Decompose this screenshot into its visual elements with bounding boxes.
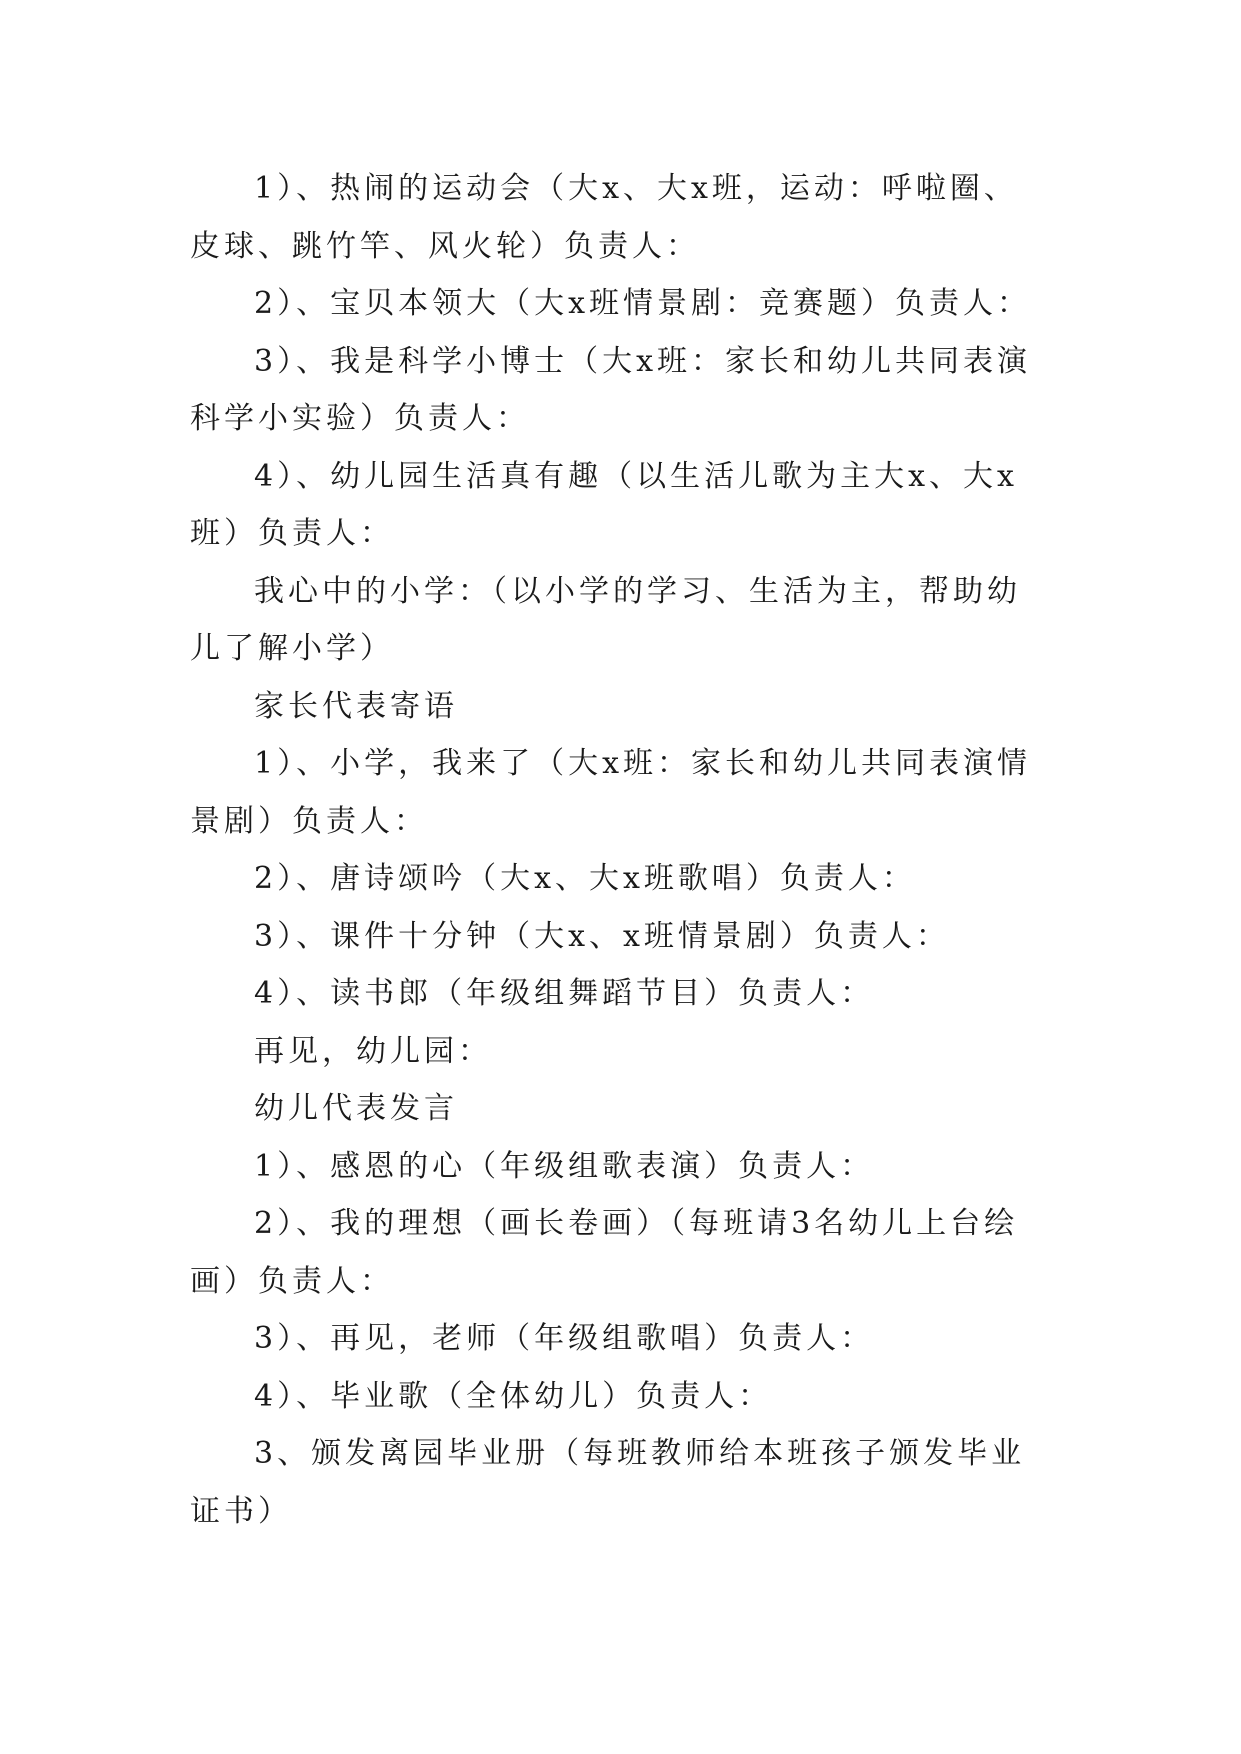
- program-item-ten-minute-class: 3）、课件十分钟（大x、x班情景剧）负责人：: [254, 918, 950, 954]
- program-item-grateful-heart: 1）、感恩的心（年级组歌表演）负责人：: [254, 1148, 875, 1184]
- program-item-goodbye-teacher: 3）、再见，老师（年级组歌唱）负责人：: [254, 1321, 875, 1356]
- section-heading-child-speech: 幼儿代表发言: [254, 1091, 458, 1126]
- program-item-here-i-come: 1）、小学，我来了（大x班：家长和幼儿共同表演情景剧）负责人：: [190, 746, 1032, 839]
- program-item-reading-boy: 4）、读书郎（年级组舞蹈节目）负责人：: [254, 976, 875, 1011]
- program-item-graduation-album: 3、颁发离园毕业册（每班教师给本班孩子颁发毕业证书）: [190, 1436, 1026, 1529]
- program-item-graduation-song: 4）、毕业歌（全体幼儿）负责人：: [254, 1378, 773, 1414]
- program-item-kindergarten-life: 4）、幼儿园生活真有趣（以生活儿歌为主大x、大x班）负责人：: [190, 458, 1018, 551]
- program-item-my-dream: 2）、我的理想（画长卷画）（每班请3名幼儿上台绘画）负责人：: [190, 1206, 1019, 1299]
- program-item-baby-skills: 2）、宝贝本领大（大x班情景剧：竞赛题）负责人：: [254, 286, 1032, 321]
- section-heading-my-primary-school: 我心中的小学：（以小学的学习、生活为主，帮助幼儿了解小学）: [190, 573, 1021, 666]
- program-item-sports-meet: 1）、热闹的运动会（大x、大x班，运动：呼啦圈、皮球、跳竹竿、风火轮）负责人：: [190, 171, 1018, 264]
- program-item-tang-poetry: 2）、唐诗颂吟（大x、大x班歌唱）负责人：: [254, 861, 916, 896]
- document-page: [190, 160, 1050, 1540]
- section-heading-parent-message: 家长代表寄语: [254, 688, 458, 724]
- section-heading-goodbye-kindergarten: 再见，幼儿园：: [254, 1033, 492, 1069]
- program-item-science-doctor: 3）、我是科学小博士（大x班：家长和幼儿共同表演科学小实验）负责人：: [190, 343, 1032, 436]
